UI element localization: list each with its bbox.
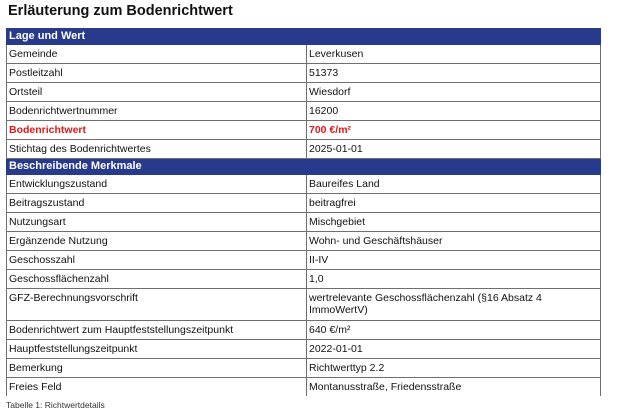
table-row-bodenrichtwert (7, 121, 601, 140)
row-value: beitragfrei (307, 194, 601, 213)
table-row-gemeinde (7, 45, 601, 64)
row-value: Mischgebiet (307, 213, 601, 232)
table-row-ortsteil (7, 83, 601, 102)
table-row-postleitzahl (7, 64, 601, 83)
table-row-bodenrichtwert-hauptfeststellung (7, 321, 601, 340)
table-row-bodenrichtwertnummer (7, 102, 601, 121)
row-label: Hauptfeststellungszeitpunkt (7, 340, 307, 359)
table-row-freies-feld (7, 378, 601, 397)
row-value: II-IV (307, 251, 601, 270)
table-row-geschossflaechenzahl (7, 270, 601, 289)
table-row-bemerkung (7, 359, 601, 378)
table-row-geschosszahl (7, 251, 601, 270)
section-heading: Beschreibende Merkmale (7, 159, 601, 175)
row-value: 640 €/m² (307, 321, 601, 340)
row-label: Bodenrichtwertnummer (7, 102, 307, 121)
table-caption: Tabelle 1: Richtwertdetails (6, 400, 105, 410)
row-value: Montanusstraße, Friedensstraße (307, 378, 601, 397)
table-row-beitragszustand (7, 194, 601, 213)
row-label: Ortsteil (7, 83, 307, 102)
table-row-nutzungsart (7, 213, 601, 232)
row-value: 2022-01-01 (307, 340, 601, 359)
row-label: Beitragszustand (7, 194, 307, 213)
richtwert-details-table (6, 28, 601, 396)
table-row-ergaenzende-nutzung (7, 232, 601, 251)
row-value: 1,0 (307, 270, 601, 289)
row-label: Ergänzende Nutzung (7, 232, 307, 251)
row-value: Baureifes Land (307, 175, 601, 194)
row-label: Bemerkung (7, 359, 307, 378)
row-value: 16200 (307, 102, 601, 121)
row-label: Nutzungsart (7, 213, 307, 232)
row-value: wertrelevante Geschossflächenzahl (§16 Absatz 4 ImmoWertV) (307, 289, 601, 321)
row-label: Geschosszahl (7, 251, 307, 270)
row-label: GFZ-Berechnungsvorschrift (7, 289, 307, 321)
row-label: Geschossflächenzahl (7, 270, 307, 289)
row-value: Wohn- und Geschäftshäuser (307, 232, 601, 251)
document-title: Erläuterung zum Bodenrichtwert (8, 3, 233, 19)
table-row-stichtag (7, 140, 601, 159)
row-value: Leverkusen (307, 45, 601, 64)
row-value: Richtwerttyp 2.2 (307, 359, 601, 378)
row-label: Bodenrichtwert (7, 121, 307, 140)
row-label: Entwicklungszustand (7, 175, 307, 194)
row-label: Bodenrichtwert zum Hauptfeststellungszeitpunkt (7, 321, 307, 340)
row-value: 2025-01-01 (307, 140, 601, 159)
table-row-gfz-berechnungsvorschrift (7, 289, 601, 321)
table-row-hauptfeststellungszeitpunkt (7, 340, 601, 359)
row-label: Postleitzahl (7, 64, 307, 83)
row-label: Gemeinde (7, 45, 307, 64)
section-heading: Lage und Wert (7, 29, 601, 45)
row-value: 700 €/m² (307, 121, 601, 140)
row-value: 51373 (307, 64, 601, 83)
table-row-entwicklungszustand (7, 175, 601, 194)
section-header-beschreibende-merkmale (7, 159, 601, 175)
row-label: Stichtag des Bodenrichtwertes (7, 140, 307, 159)
row-value: Wiesdorf (307, 83, 601, 102)
section-header-lage-und-wert (7, 29, 601, 45)
row-label: Freies Feld (7, 378, 307, 397)
